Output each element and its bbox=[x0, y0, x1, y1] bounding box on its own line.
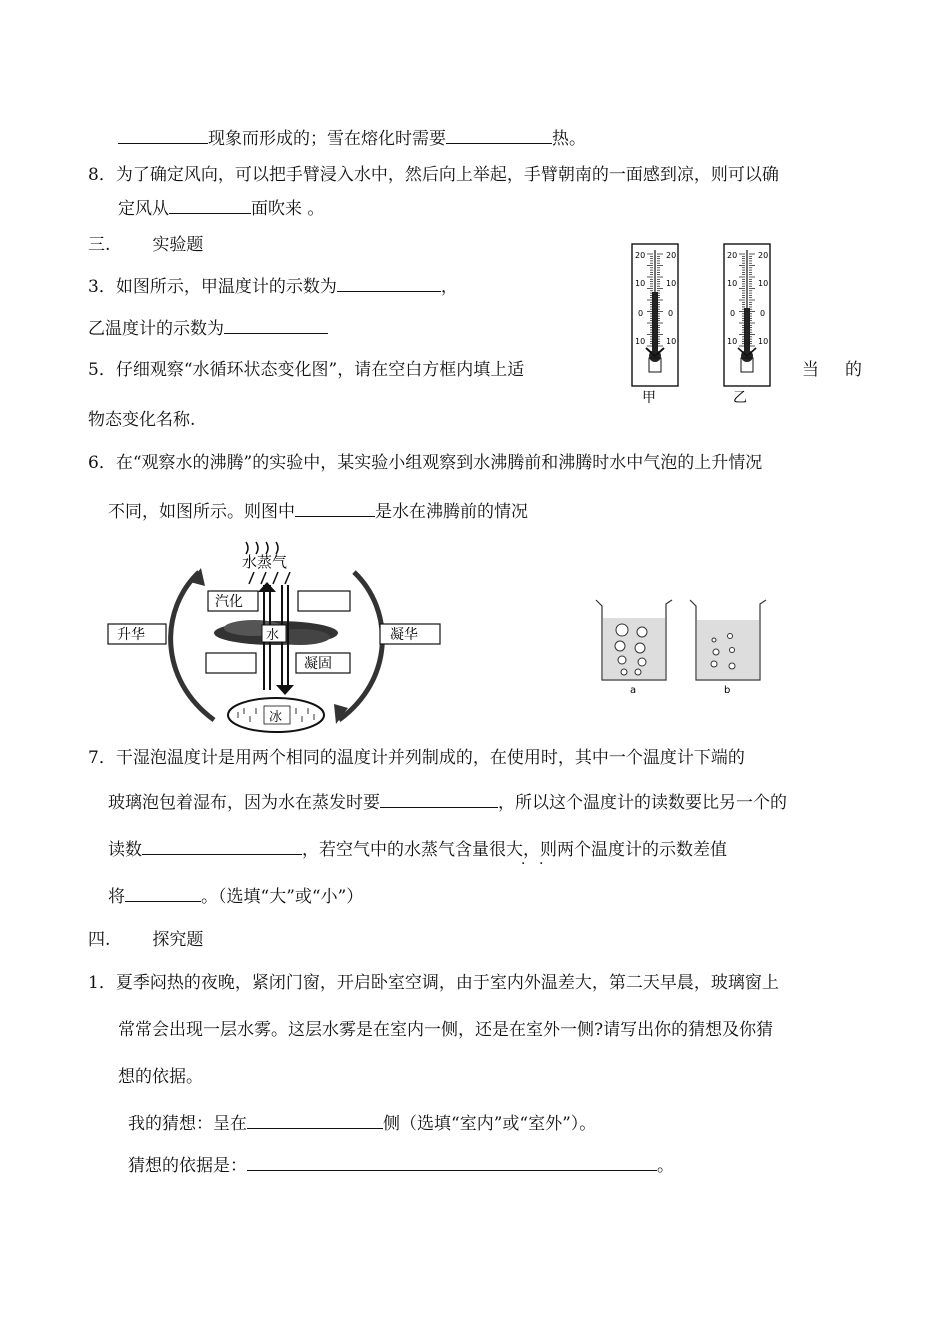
section-4-heading bbox=[88, 929, 203, 951]
q7-line4 bbox=[108, 885, 363, 908]
q3-line1 bbox=[88, 275, 458, 298]
answer-blank[interactable] bbox=[224, 317, 328, 334]
guess-label: 我的猜想：呈在 bbox=[128, 1114, 247, 1134]
blank-box[interactable] bbox=[206, 653, 256, 673]
tick-label: 10 bbox=[666, 279, 677, 288]
water-cycle-diagram bbox=[104, 540, 454, 740]
q1-line2: 常常会出现一层水雾。这层水雾是在室内一侧，还是在室外一侧?请写出你的猜想及你猜 bbox=[118, 1020, 774, 1040]
basis-end: 。 bbox=[657, 1156, 674, 1176]
q8-line2 bbox=[118, 197, 324, 220]
section-3-heading bbox=[88, 234, 203, 256]
q3-line2 bbox=[88, 317, 328, 340]
water-label: 水 bbox=[266, 628, 280, 643]
q7-text-4b: 。（选填“大”或“小”） bbox=[201, 887, 364, 907]
q8-text: 为了确定风向，可以把手臂浸入水中，然后向上举起，手臂朝南的一面感到凉，则可以确 bbox=[115, 165, 779, 185]
answer-blank[interactable] bbox=[295, 500, 375, 517]
q6-text: 在“观察水的沸腾”的实验中，某实验小组观察到水沸腾前和沸腾时水中气泡的上升情况 bbox=[115, 453, 763, 473]
q5-number: 5． bbox=[88, 360, 116, 380]
ice-label: 冰 bbox=[269, 710, 283, 725]
emphasis-dot: · bbox=[539, 856, 544, 872]
q3-text-2: 乙温度计的示数为 bbox=[88, 319, 224, 339]
q7-line1 bbox=[88, 747, 745, 769]
blank-box[interactable] bbox=[298, 591, 350, 611]
tick-label: 0 bbox=[638, 309, 644, 318]
basis-label: 猜想的依据是： bbox=[128, 1156, 247, 1176]
answer-blank[interactable] bbox=[118, 127, 208, 144]
vaporize-label: 汽化 bbox=[215, 594, 243, 610]
tick-label: 20 bbox=[635, 251, 646, 260]
q1-number: 1． bbox=[88, 973, 116, 993]
q6-line1 bbox=[88, 452, 762, 474]
answer-blank[interactable] bbox=[247, 1112, 383, 1129]
guess-tail: 侧（选填“室内”或“室外”）。 bbox=[383, 1114, 597, 1134]
tick-label: 10 bbox=[666, 337, 677, 346]
q1-basis-line bbox=[128, 1154, 674, 1177]
section-title: 实验题 bbox=[152, 235, 204, 255]
section-number: 三. bbox=[88, 235, 111, 255]
section-number: 四. bbox=[88, 930, 111, 950]
tick-label: 0 bbox=[668, 309, 674, 318]
tick-label: 10 bbox=[727, 279, 738, 288]
vapor-label: 水蒸气 bbox=[242, 553, 288, 571]
answer-blank[interactable] bbox=[125, 885, 201, 902]
thermometer-a-label: 甲 bbox=[642, 390, 656, 406]
q5-tail-1: 当 bbox=[802, 360, 819, 380]
section-title: 探究题 bbox=[152, 930, 204, 950]
answer-blank[interactable] bbox=[380, 791, 498, 808]
q3-text: 如图所示，甲温度计的示数为 bbox=[115, 277, 337, 297]
q6-text-2b: 是水在沸腾前的情况 bbox=[375, 502, 528, 522]
answer-blank[interactable] bbox=[169, 197, 251, 214]
freeze-label: 凝固 bbox=[304, 656, 332, 672]
emphasis-dot: · bbox=[521, 856, 526, 872]
tick-label: 20 bbox=[727, 251, 738, 260]
answer-blank[interactable] bbox=[247, 1154, 657, 1171]
answer-blank[interactable] bbox=[446, 127, 552, 144]
q1-line1 bbox=[88, 972, 779, 994]
q7-line2 bbox=[108, 791, 787, 814]
tick-label: 10 bbox=[727, 337, 738, 346]
tick-label: 20 bbox=[666, 251, 677, 260]
q7-number: 7． bbox=[88, 748, 116, 768]
q7-text-3a: 读数 bbox=[108, 840, 142, 860]
q5-line1 bbox=[88, 359, 524, 381]
q7-line3 bbox=[108, 838, 727, 861]
q7-text-3b: ，若空气中的水蒸气含量很大，则两个温度计的示数差值 bbox=[302, 840, 727, 860]
tick-label: 10 bbox=[758, 337, 769, 346]
q7-text-2b: ，所以这个温度计的读数要比另一个的 bbox=[498, 793, 787, 813]
answer-blank[interactable] bbox=[337, 275, 441, 292]
thermometer-b-label: 乙 bbox=[733, 390, 747, 406]
q6-line2 bbox=[108, 500, 528, 523]
tick-label: 10 bbox=[758, 279, 769, 288]
q5-tail-2: 的 bbox=[845, 360, 862, 380]
q8-number: 8． bbox=[88, 165, 116, 185]
q1-guess-line bbox=[128, 1112, 596, 1135]
beaker-b-label: b bbox=[724, 685, 731, 696]
q8-text-2a: 定风从 bbox=[118, 199, 169, 219]
sublimate-label: 升华 bbox=[117, 627, 145, 643]
q5-line2: 物态变化名称. bbox=[88, 410, 196, 430]
tick-label: 20 bbox=[758, 251, 769, 260]
answer-blank[interactable] bbox=[142, 838, 302, 855]
desublimate-label: 凝华 bbox=[390, 627, 418, 643]
q7-text-2a: 玻璃泡包着湿布，因为水在蒸发时要 bbox=[108, 793, 380, 813]
q8-text-2b: 面吹来 。 bbox=[251, 199, 325, 219]
q6-text-2a: 不同，如图所示。则图中 bbox=[108, 502, 295, 522]
q1-line3: 想的依据。 bbox=[118, 1067, 203, 1087]
q1-text: 夏季闷热的夜晚，紧闭门窗，开启卧室空调，由于室内外温差大，第二天早晨，玻璃窗上 bbox=[115, 973, 779, 993]
boiling-beakers-figure bbox=[592, 596, 782, 696]
tick-label: 0 bbox=[730, 309, 736, 318]
q7-text: 干湿泡温度计是用两个相同的温度计并列制成的，在使用时，其中一个温度计下端的 bbox=[115, 748, 745, 768]
q3-tail: ， bbox=[440, 277, 458, 297]
q6-number: 6． bbox=[88, 453, 116, 473]
thermometer-figure bbox=[628, 240, 788, 410]
q7-text-4a: 将 bbox=[108, 887, 125, 907]
tick-label: 10 bbox=[635, 337, 646, 346]
tick-label: 0 bbox=[760, 309, 766, 318]
q5-text: 仔细观察“水循环状态变化图”，请在空白方框内填上适 bbox=[115, 360, 525, 380]
q-prev-mid: 现象而形成的；雪在熔化时需要 bbox=[208, 129, 446, 149]
q3-number: 3． bbox=[88, 277, 116, 297]
q-prev-end: 热。 bbox=[552, 129, 586, 149]
q-prev-line bbox=[118, 127, 586, 150]
beaker-a-label: a bbox=[630, 685, 637, 696]
tick-label: 10 bbox=[635, 279, 646, 288]
q8-line1 bbox=[88, 164, 779, 186]
